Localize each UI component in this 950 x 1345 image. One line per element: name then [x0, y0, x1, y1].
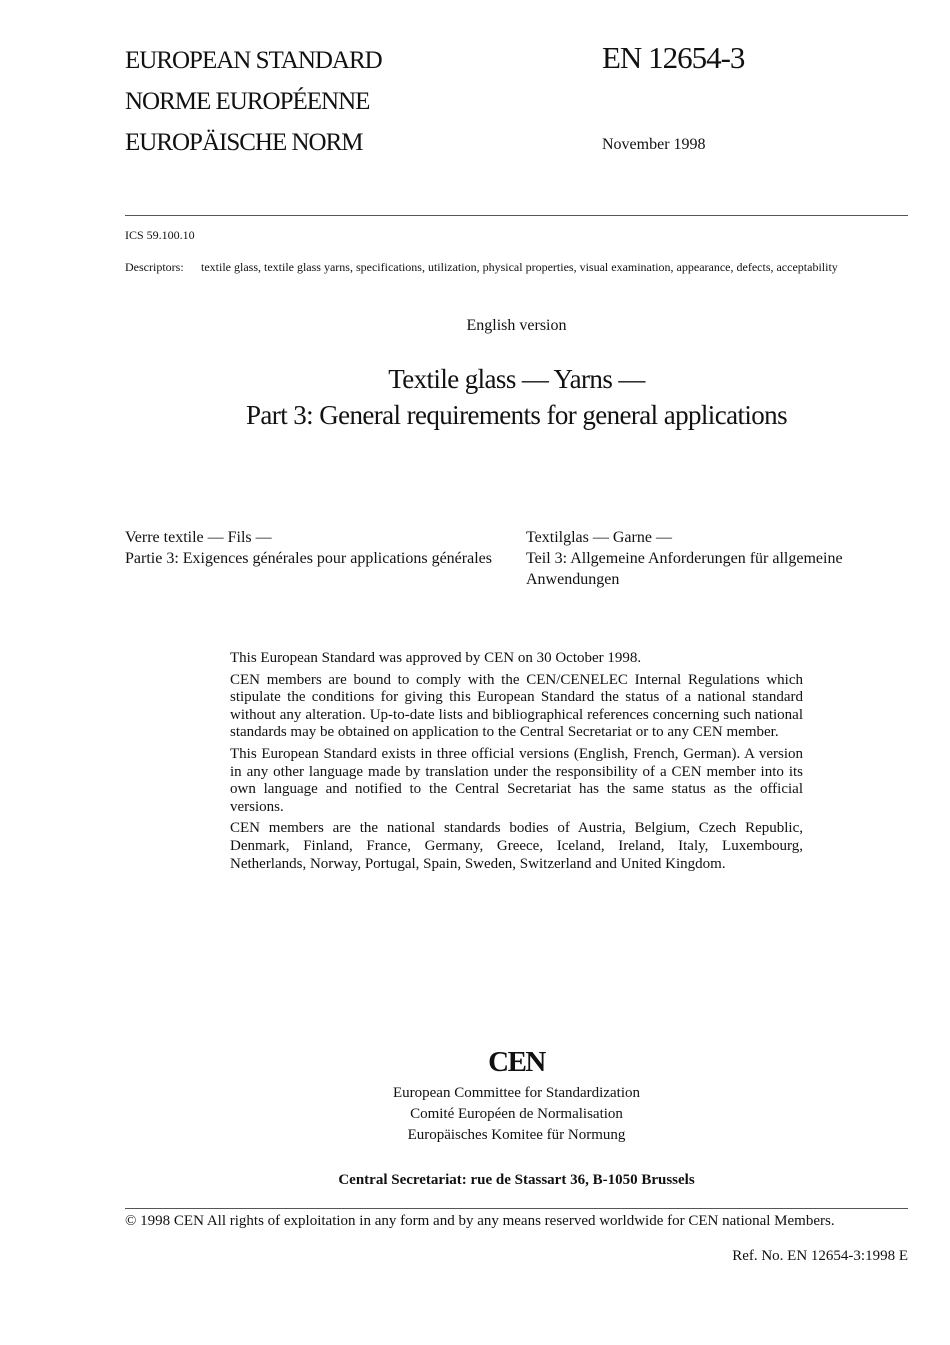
title-line-2: Part 3: General requirements for general applications: [246, 400, 787, 430]
compliance-paragraph: CEN members are bound to comply with the CEN/CENELEC Internal Regulations which stipulate the conditions for giving this European Standard the status of a national standard without any alteration. Up-to-date lists and bibliographical references concerning such national standards may be obtained on application to the Central Secretariat or to any CEN member.: [230, 671, 803, 741]
bottom-divider: [125, 1208, 908, 1209]
german-title-line-1: Textilglas — Garne —: [526, 529, 672, 546]
standard-type-french: NORME EUROPÉENNE: [125, 88, 370, 115]
german-title: [526, 527, 896, 590]
standard-number: EN 12654-3: [602, 40, 745, 75]
members-paragraph: CEN members are the national standards bodies of Austria, Belgium, Czech Republic, Denmark, Finland, France, Germany, Greece, Iceland, Ireland, Italy, Luxembourg, Netherlands, Norway, Portugal, Spain, Sweden, Switzerland and United Kingdom.: [230, 820, 803, 872]
approval-paragraph: This European Standard was approved by CEN on 30 October 1998.: [230, 650, 642, 666]
ics-code: ICS 59.100.10: [125, 228, 195, 242]
language-version: English version: [466, 317, 567, 334]
french-title-line-2: Partie 3: Exigences générales pour applications générales: [125, 550, 492, 567]
publication-date: November 1998: [602, 136, 706, 153]
standard-type-german: EUROPÄISCHE NORM: [125, 129, 363, 156]
versions-paragraph: This European Standard exists in three official versions (English, French, German). A version in any other language made by translation under the responsibility of a CEN member into its own language and notified to the Central Secretariat has the same status as the official versions.: [230, 745, 803, 815]
cen-name-english: European Committee for Standardization: [392, 1085, 640, 1101]
approval-text: [230, 650, 803, 877]
descriptors-text: textile glass, textile glass yarns, specifications, utilization, physical properties, visual examination, appearance, defects, acceptability: [201, 260, 838, 274]
cen-name-french: Comité Européen de Normalisation: [410, 1106, 623, 1122]
cen-logo: CEN: [488, 1046, 545, 1078]
french-title-line-1: Verre textile — Fils —: [125, 529, 272, 546]
french-title: [125, 527, 495, 569]
title-line-1: Textile glass — Yarns —: [388, 364, 645, 394]
top-divider: [125, 215, 908, 216]
central-secretariat: Central Secretariat: rue de Stassart 36, B-1050 Brussels: [338, 1172, 695, 1188]
descriptors-label: Descriptors:: [125, 260, 184, 274]
standard-type-english: EUROPEAN STANDARD: [125, 47, 382, 74]
german-title-line-2: Teil 3: Allgemeine Anforderungen für allgemeine Anwendungen: [526, 550, 843, 588]
copyright-notice: © 1998 CEN All rights of exploitation in any form and by any means reserved worldwide for CEN national Members.: [125, 1213, 835, 1229]
cen-name-german: Europäisches Komitee für Normung: [407, 1127, 626, 1143]
reference-number: Ref. No. EN 12654-3:1998 E: [732, 1248, 908, 1264]
